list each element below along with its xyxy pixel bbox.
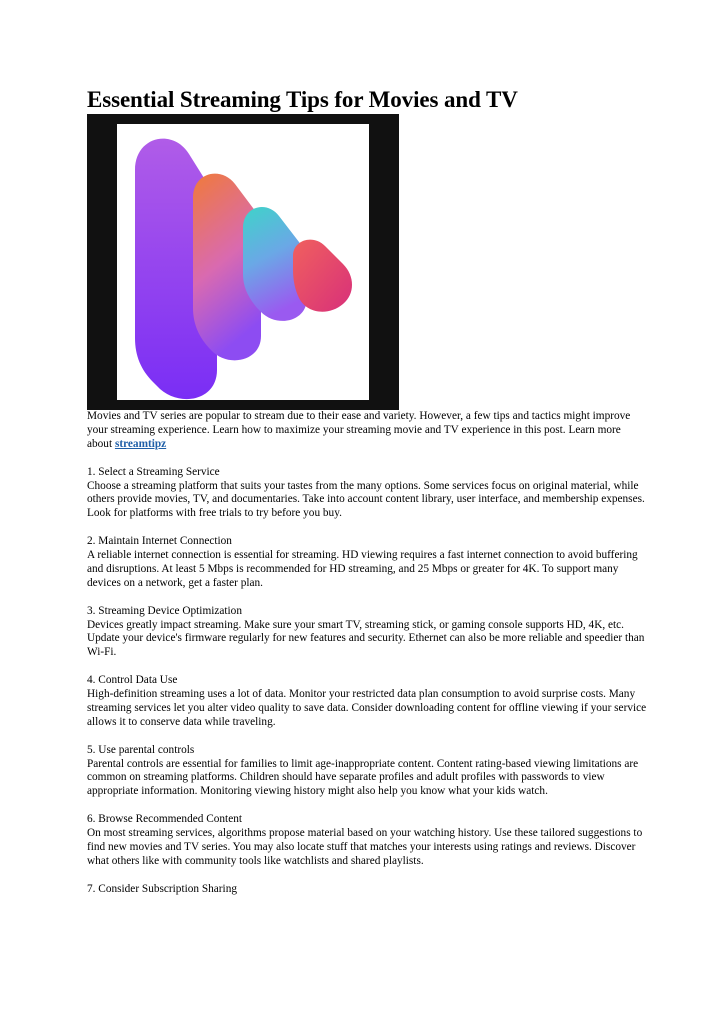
section-heading: 2. Maintain Internet Connection [87, 535, 232, 548]
section-heading: 1. Select a Streaming Service [87, 465, 220, 478]
intro-text: Movies and TV series are popular to stream due to their ease and variety. However, a few tips and tactics might improve your streaming experience. Learn how to maximize your streaming movie and TV experience in this post. Learn more about [87, 410, 631, 450]
streaming-app-logo-icon [117, 124, 369, 400]
section-heading: 4. Control Data Use [87, 674, 178, 687]
article-body [87, 410, 647, 911]
section-body: A reliable internet connection is essential for streaming. HD viewing requires a fast internet connection to avoid buffering and disruptions. At least 5 Mbps is recommended for HD streaming, and 25 Mbps or greater for 4K. To support many devices on a network, get a faster plan. [87, 549, 638, 589]
section-2 [87, 535, 647, 591]
section-4 [87, 674, 647, 730]
section-6 [87, 813, 647, 869]
section-5 [87, 744, 647, 800]
section-heading: 6. Browse Recommended Content [87, 813, 242, 826]
page-title: Essential Streaming Tips for Movies and TV [87, 87, 518, 112]
hero-image-background [117, 124, 369, 400]
section-1 [87, 466, 647, 522]
hero-image [87, 114, 399, 410]
section-body: Choose a streaming platform that suits your tastes from the many options. Some services focus on original material, while others provide movies, TV, and documentaries. Take into account content library, user interface, and membership expenses. Look for platforms with free trials to try before you buy. [87, 479, 645, 520]
streamtipz-link[interactable]: streamtipz [114, 437, 167, 450]
intro-paragraph [87, 410, 647, 452]
section-body: High-definition streaming uses a lot of data. Monitor your restricted data plan consumption to avoid surprise costs. Many streaming services let you alter video quality to save data. Consider downloading content for offline viewing if your service allows it to conserve data while traveling. [87, 688, 647, 728]
section-7 [87, 883, 647, 897]
section-heading: 7. Consider Subscription Sharing [87, 882, 237, 895]
section-body: Parental controls are essential for families to limit age-inappropriate content. Content rating-based viewing limitations are common on streaming platforms. Children should have separate profiles and adult profiles with passwords to view appropriate information. Monitoring viewing history might also help you know what your kids watch. [87, 757, 639, 798]
logo-drop-coral [293, 240, 352, 312]
section-body: On most streaming services, algorithms propose material based on your watching history. Use these tailored suggestions to find new movies and TV series. You may also locate stuff that matches your interests using ratings and reviews. Discover what others like with community tools like watchlists and shared playlists. [87, 827, 643, 867]
section-3 [87, 605, 647, 661]
section-heading: 3. Streaming Device Optimization [87, 604, 242, 617]
section-heading: 5. Use parental controls [87, 743, 195, 756]
section-body: Devices greatly impact streaming. Make sure your smart TV, streaming stick, or gaming console supports HD, 4K, etc. Update your device's firmware regularly for new features and security. Ethernet can also be more reliable and speedier than Wi-Fi. [87, 618, 645, 659]
